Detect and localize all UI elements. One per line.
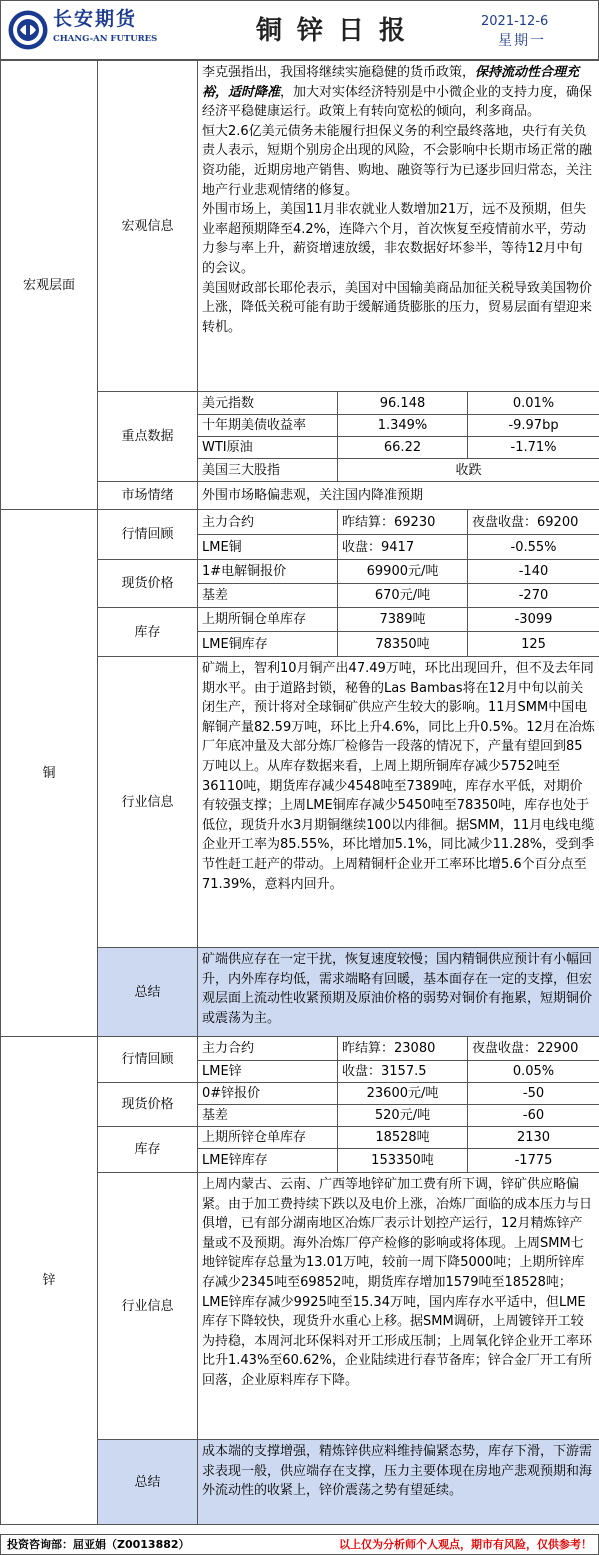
contact-info: 投资咨询部：屈亚娟（Z0013882） bbox=[7, 1538, 190, 1551]
key-data-change: -1.71% bbox=[468, 437, 599, 459]
copper-stock-cell: 78350吨 bbox=[338, 632, 468, 657]
macro-section-label: 宏观层面 bbox=[1, 61, 98, 510]
zinc-industry-label: 行业信息 bbox=[98, 1173, 198, 1440]
zinc-review-cell: LME锌 bbox=[198, 1061, 338, 1083]
key-data-value: 1.349% bbox=[338, 415, 468, 437]
key-data-change: 0.01% bbox=[468, 392, 599, 415]
copper-spot-cell: 670元/吨 bbox=[338, 584, 468, 608]
zinc-industry-text: 上周内蒙古、云南、广西等地锌矿加工费有所下调，锌矿供应略偏紧。由于加工费持续下跌以及电价上涨，冶炼厂面临的成本压力与日俱增，已有部分湖南地区冶炼厂表示计划控产运行，12月精炼锌产量或不及预期。海外冶炼厂停产检修的影响或将体现。上周SMM七地锌锭库存总量为13.01万吨，较前一周下降5000吨；上期所锌库存减少2345吨至69852吨，期货库存增加1579吨至18528吨；LME锌库存减少9925吨至15.34万吨，国内库存水平适中，但LME库存下降较快，现货升水重心上移。据SMM调研，上周镀锌开工较为持稳，本周河北环保料对开工形成压制；上周氧化锌企业开工率环比升1.43%至60.62%，企业陆续进行春节备库；锌合金厂开工有所回落，企业原料库存下降。 bbox=[198, 1173, 599, 1440]
market-sentiment-label: 市场情绪 bbox=[98, 482, 198, 510]
copper-stock-cell: 125 bbox=[468, 632, 599, 657]
key-data-value: 66.22 bbox=[338, 437, 468, 459]
copper-review-cell: 收盘：9417 bbox=[338, 535, 468, 560]
macro-info-text bbox=[198, 61, 599, 392]
zinc-review-cell: 昨结算：23080 bbox=[338, 1037, 468, 1061]
copper-industry-text: 矿端上，智利10月铜产出47.49万吨，环比出现回升，但不及去年同期水平。由于道路封锁，秘鲁的Las Bambas将在12月中旬以前关闭生产，预计将对全球铜矿供应产生较大的影响。11月SMM中国电解铜产量82.59万吨，环比上升4.6%，同比上升0.5%。12月在冶炼厂年底冲量及大部分炼厂检修告一段落的情况下，产量有望回到85万吨以上。从库存数据来看，上周上期所铜库存减少5752吨至36110吨，期货库存减少4548吨至7389吨，库存水平低，对期价有较强支撑；上周LME铜库存减少5450吨至78350吨，库存也处于低位，现货升水3月期铜继续100以内徘徊。据SMM，11月电线电缆企业开工率为85.55%，环比增加5.1%，同比减少11.28%，受到季节性赶工赶产的带动。上周精铜杆企业开工率环比增5.6个百分点至71.39%，意料内回升。 bbox=[198, 657, 599, 948]
zinc-stock-cell: 上期所锌仓单库存 bbox=[198, 1127, 338, 1149]
zinc-stock-cell: -1775 bbox=[468, 1149, 599, 1173]
zinc-spot-cell: 23600元/吨 bbox=[338, 1083, 468, 1105]
zinc-summary-text: 成本端的支撑增强，精炼锌供应料维持偏紧态势，库存下滑，下游需求表现一般，供应端存在支撑，压力主要体现在房地产悲观预期和海外流动性的收紧上，锌价震荡之势有望延续。 bbox=[198, 1440, 599, 1525]
zinc-summary-label: 总结 bbox=[98, 1440, 198, 1525]
risk-disclaimer: 以上仅为分析师个人观点，期市有风险，仅供参考！ bbox=[339, 1538, 592, 1551]
copper-summary-label: 总结 bbox=[98, 948, 198, 1037]
zinc-review-label: 行情回顾 bbox=[98, 1037, 198, 1083]
key-data-name: 美国三大股指 bbox=[198, 459, 338, 482]
logo-english-name: CHANG-AN FUTURES bbox=[53, 34, 158, 44]
zinc-review-cell: 0.05% bbox=[468, 1061, 599, 1083]
zinc-stock-cell: 153350吨 bbox=[338, 1149, 468, 1173]
copper-review-cell: 夜盘收盘：69200 bbox=[468, 510, 599, 535]
key-data-value: 收跌 bbox=[338, 459, 599, 482]
key-data-value: 96.148 bbox=[338, 392, 468, 415]
copper-stock-cell: LME铜库存 bbox=[198, 632, 338, 657]
copper-review-cell: -0.55% bbox=[468, 535, 599, 560]
key-data-name: 美元指数 bbox=[198, 392, 338, 415]
macro-paragraph-1: 李克强指出，我国将继续实施稳健的货币政策，保持流动性合理充裕，适时降准，加大对实体经济特别是中小微企业的支持力度，确保经济平稳健康运行。政策上有转向宽松的倾向，利多商品。 bbox=[202, 65, 593, 120]
copper-stock-cell: 7389吨 bbox=[338, 608, 468, 632]
copper-spot-cell: -270 bbox=[468, 584, 599, 608]
emphasis-text: 保持流动性合理充裕，适时降准 bbox=[202, 65, 580, 100]
macro-table bbox=[0, 60, 599, 510]
zinc-section-label: 锌 bbox=[1, 1037, 98, 1525]
zinc-spot-cell: 基差 bbox=[198, 1105, 338, 1127]
copper-table bbox=[0, 509, 599, 1037]
zinc-review-cell: 收盘：3157.5 bbox=[338, 1061, 468, 1083]
copper-spot-label: 现货价格 bbox=[98, 560, 198, 608]
zinc-stock-cell: 2130 bbox=[468, 1127, 599, 1149]
zinc-stock-label: 库存 bbox=[98, 1127, 198, 1173]
market-sentiment-text: 外围市场略偏悲观，关注国内降准预期 bbox=[198, 482, 599, 510]
macro-paragraph-4: 美国财政部长耶伦表示，美国对中国输美商品加征关税导致美国物价上涨，降低关税可能有助于缓解通货膨胀的压力，贸易层面有望迎来转机。 bbox=[202, 280, 593, 335]
report-date: 2021-12-6 bbox=[481, 14, 549, 29]
zinc-spot-label: 现货价格 bbox=[98, 1083, 198, 1127]
copper-stock-label: 库存 bbox=[98, 608, 198, 657]
zinc-review-cell: 夜盘收盘：22900 bbox=[468, 1037, 599, 1061]
key-data-change: -9.97bp bbox=[468, 415, 599, 437]
zinc-spot-cell: 520元/吨 bbox=[338, 1105, 468, 1127]
zinc-spot-cell: -60 bbox=[468, 1105, 599, 1127]
copper-review-cell: LME铜 bbox=[198, 535, 338, 560]
copper-spot-cell: 69900元/吨 bbox=[338, 560, 468, 584]
report-header bbox=[0, 0, 599, 60]
key-data-label: 重点数据 bbox=[98, 392, 198, 482]
copper-spot-cell: -140 bbox=[468, 560, 599, 584]
copper-spot-cell: 基差 bbox=[198, 584, 338, 608]
zinc-spot-cell: -50 bbox=[468, 1083, 599, 1105]
zinc-spot-cell: 0#锌报价 bbox=[198, 1083, 338, 1105]
logo-chinese-name: 长安期货 bbox=[53, 8, 138, 30]
macro-paragraph-3: 外围市场上，美国11月非农就业人数增加21万，远不及预期，但失业率超预期降至4.2%，连降六个月，首次恢复至疫情前水平，劳动力参与率上升，薪资增速放缓，非农数据好坏参半，等待12月中旬的会议。 bbox=[202, 202, 587, 276]
report-footer bbox=[0, 1534, 599, 1555]
report-weekday: 星期一 bbox=[498, 33, 546, 49]
copper-stock-cell: -3099 bbox=[468, 608, 599, 632]
macro-paragraph-2: 恒大2.6亿美元债务未能履行担保义务的利空最终落地，央行有关负责人表示，短期个别房企出现的风险，不会影响中长期市场正常的融资功能，近期房地产销售、购地、融资等行为已逐步回归常态，关注地产行业悲观情绪的修复。 bbox=[202, 123, 593, 198]
copper-section-label: 铜 bbox=[1, 510, 98, 1037]
copper-stock-cell: 上期所铜仓单库存 bbox=[198, 608, 338, 632]
zinc-stock-cell: LME锌库存 bbox=[198, 1149, 338, 1173]
report-title: 铜锌日报 bbox=[255, 16, 420, 46]
copper-review-cell: 昨结算：69230 bbox=[338, 510, 468, 535]
copper-review-cell: 主力合约 bbox=[198, 510, 338, 535]
key-data-name: WTI原油 bbox=[198, 437, 338, 459]
copper-summary-text: 矿端供应存在一定干扰，恢复速度较慢；国内精铜供应预计有小幅回升，内外库存均低，需求端略有回暖，基本面存在一定的支撑，但宏观层面上流动性收紧预期及原油价格的弱势对铜价有拖累，短期铜价或震荡为主。 bbox=[198, 948, 599, 1037]
zinc-stock-cell: 18528吨 bbox=[338, 1127, 468, 1149]
copper-review-label: 行情回顾 bbox=[98, 510, 198, 560]
zinc-table bbox=[0, 1036, 599, 1525]
copper-industry-label: 行业信息 bbox=[98, 657, 198, 948]
key-data-name: 十年期美债收益率 bbox=[198, 415, 338, 437]
changan-logo-icon bbox=[7, 9, 49, 51]
macro-info-label: 宏观信息 bbox=[98, 61, 198, 392]
copper-spot-cell: 1#电解铜报价 bbox=[198, 560, 338, 584]
zinc-review-cell: 主力合约 bbox=[198, 1037, 338, 1061]
